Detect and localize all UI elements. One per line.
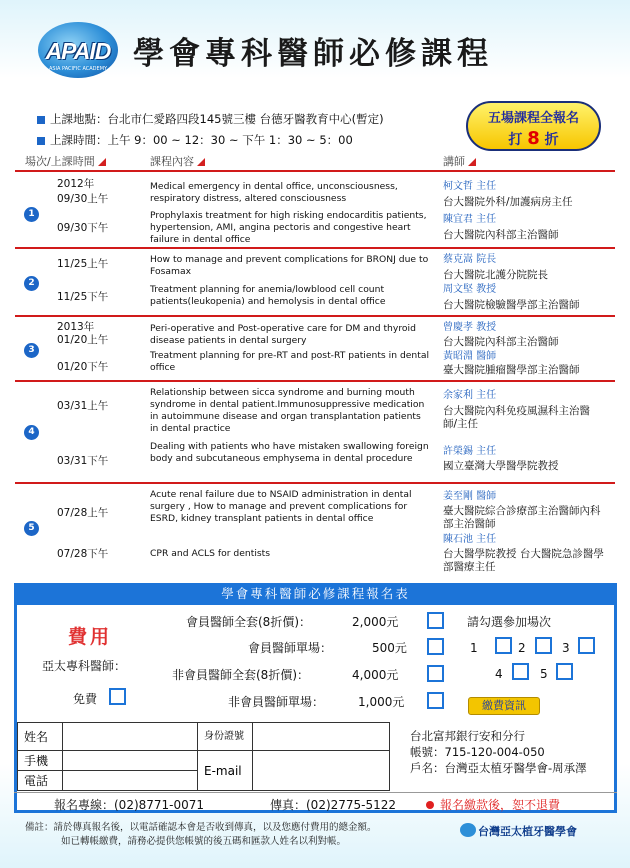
fee-label-nonmember-single: 非會員醫師單場： — [228, 695, 325, 709]
fee-label-member-full: 會員醫師全套(8折價)： — [186, 615, 311, 629]
teacher-dept: 台大醫院檢驗醫學部主治醫師 — [443, 299, 580, 311]
teacher-dept: 國立臺灣大學醫學院教授 — [443, 460, 559, 472]
fee-amount: 2,000元 — [352, 615, 399, 629]
fee-label-nonmember-full: 非會員醫師全套(8折價)： — [172, 668, 309, 682]
course-description: CPR and ACLS for dentists — [150, 548, 271, 559]
divider — [15, 247, 615, 249]
session-number-badge: 2 — [24, 276, 39, 291]
promo-discount: 8 — [527, 128, 540, 149]
registration-header: 學會專科醫師必修課程報名表 — [14, 583, 617, 605]
name-label: 姓名 — [18, 723, 63, 751]
course-description: Relationship between sicca syndrome and burning mouth syndrome in dental patient.Immunosuppressive medication in autoimmune disease and organ transplantation patients in dental practice — [150, 387, 425, 434]
member-single-checkbox[interactable] — [427, 638, 444, 655]
phone-field[interactable] — [63, 771, 198, 791]
footnote-line2: 如已轉帳繳費，請務必提供您帳號的後五碼和匯款人姓名以利對帳。 — [61, 836, 347, 847]
hotline: 報名專線：(02)8771-0071 — [54, 798, 205, 812]
logo-subtext: ASIA PACIFIC ACADEMY — [48, 66, 108, 72]
session-date: 01/20下午 — [57, 361, 109, 373]
payment-info-button[interactable]: 繳費資訊 — [468, 697, 540, 715]
session-number-badge: 3 — [24, 343, 39, 358]
teacher-name: 黃昭淵 醫師 — [443, 351, 497, 362]
name-field[interactable] — [63, 723, 198, 751]
session-date: 11/25下午 — [57, 291, 109, 303]
promo-badge — [466, 101, 601, 151]
bullet-icon — [426, 801, 434, 809]
fee-label-member-single: 會員醫師單場： — [248, 641, 333, 655]
col-header-course: 課程內容 — [150, 153, 205, 169]
bullet-icon — [37, 137, 45, 145]
session-date: 03/31下午 — [57, 455, 109, 467]
course-description: Treatment planning for pre-RT and post-RT patients in dental office — [150, 350, 430, 373]
teacher-name: 余家利 主任 — [443, 390, 497, 401]
session-num: 4 — [495, 667, 503, 681]
teacher-dept: 臺大醫院綜合診療部主治醫師內科部主治醫師 — [443, 505, 601, 530]
org-name: 台灣亞太植牙醫學會 — [478, 825, 577, 838]
teacher-name: 柯文哲 主任 — [443, 181, 497, 192]
course-description: How to manage and prevent complications for BRONJ due to Fosamax — [150, 254, 429, 277]
nonmember-single-checkbox[interactable] — [427, 692, 444, 709]
page-title: 學會專科醫師必修課程 — [133, 36, 493, 72]
session-year: 2012年 — [57, 178, 95, 190]
id-label: 身份證號 — [198, 723, 253, 751]
teacher-dept: 台大醫院內科部主治醫師 — [443, 336, 559, 348]
divider — [15, 380, 615, 382]
session-number-badge: 5 — [24, 521, 39, 536]
bullet-icon — [37, 116, 45, 124]
teacher-dept: 台大醫院內科部主治醫師 — [443, 229, 559, 241]
fee-amount: 1,000元 — [358, 695, 405, 709]
session-num: 5 — [540, 667, 548, 681]
course-description: Treatment planning for anemia/lowblood cell count patients(leukopenia) and hemolysis in dental office — [150, 284, 386, 307]
col-header-date: 場次/上課時間 — [25, 153, 106, 169]
session-year: 2013年 — [57, 321, 95, 333]
teacher-name: 曾慶孝 教授 — [443, 322, 497, 333]
teacher-dept: 台大醫院北護分院院長 — [443, 269, 548, 281]
logo-text: APAID — [45, 38, 111, 64]
course-description: Peri-operative and Post-operative care for DM and thyroid disease patients in dental surgery — [150, 323, 416, 346]
footnote-line1: 備註：請於傳真報名後，以電話確認本會是否收到傳真，以及您應付費用的總金額。 — [25, 822, 377, 833]
divider — [15, 315, 615, 317]
teacher-dept: 台大醫院外科/加護病房主任 — [443, 196, 573, 208]
teacher-name: 姜至剛 醫師 — [443, 491, 497, 502]
promo-line2: 打 8 折 — [508, 128, 559, 149]
bank-name: 台北富邦銀行安和分行 — [410, 729, 525, 743]
session-date: 01/20上午 — [57, 334, 109, 346]
mobile-label: 手機 — [18, 751, 63, 771]
session-5-checkbox[interactable] — [556, 663, 573, 680]
contact-bar — [14, 792, 617, 813]
session-date: 09/30上午 — [57, 193, 109, 205]
teacher-name: 蔡克嵩 院長 — [443, 254, 497, 265]
course-description: Medical emergency in dental office, unconsciousness, respiratory distress, altered consciousness — [150, 181, 398, 204]
teacher-name: 陳宜君 主任 — [443, 214, 497, 225]
session-num: 3 — [562, 641, 570, 655]
session-4-checkbox[interactable] — [512, 663, 529, 680]
course-description: Prophylaxis treatment for high risking endocarditis patients, hypertension, AMI, angina pectoris and congestive heart failure in dental office — [150, 210, 427, 245]
teacher-dept: 台大醫院內科免疫風濕科主治醫師/主任 — [443, 405, 590, 430]
fee-amount: 4,000元 — [352, 668, 399, 682]
footnote — [25, 821, 377, 849]
phone-label: 電話 — [18, 771, 63, 791]
member-full-checkbox[interactable] — [427, 612, 444, 629]
session-1-checkbox[interactable] — [495, 637, 512, 654]
apaid-logo — [28, 22, 128, 80]
teacher-name: 陳石池 主任 — [443, 534, 497, 545]
teacher-dept: 臺大醫院腫瘤醫學部主治醫師 — [443, 364, 580, 376]
free-checkbox[interactable] — [109, 688, 126, 705]
col-header-teacher: 講師 — [443, 153, 476, 169]
session-prompt: 請勾選參加場次 — [467, 615, 552, 629]
session-date: 11/25上午 — [57, 258, 109, 270]
personal-info-table — [17, 722, 390, 791]
doctor-label: 亞太專科醫師： — [42, 659, 127, 673]
session-num: 1 — [470, 641, 478, 655]
session-number-badge: 1 — [24, 207, 39, 222]
fee-label: 費用 — [68, 626, 113, 648]
id-field[interactable] — [253, 723, 390, 751]
session-2-checkbox[interactable] — [535, 637, 552, 654]
email-field[interactable] — [253, 751, 390, 791]
bank-account: 帳號：715-120-004-050 — [410, 745, 545, 759]
promo-line1: 五場課程全報名 — [487, 111, 579, 126]
course-description: Dealing with patients who have mistaken swallowing foreign body and subcutaneous emphysema in dental procedure — [150, 441, 429, 464]
free-label: 免費 — [73, 692, 98, 706]
teacher-name: 許榮錫 主任 — [443, 446, 497, 457]
session-date: 07/28下午 — [57, 548, 109, 560]
mobile-field[interactable] — [63, 751, 198, 771]
teacher-dept: 台大醫學院教授 台大醫院急診醫學部醫療主任 — [443, 548, 604, 573]
session-date: 07/28上午 — [57, 507, 109, 519]
session-3-checkbox[interactable] — [578, 637, 595, 654]
course-description: Acute renal failure due to NSAID administration in dental surgery , How to manage and prevent complications for ESRD, kidney transplant patients in dental office — [150, 489, 412, 524]
nonmember-full-checkbox[interactable] — [427, 665, 444, 682]
session-num: 2 — [518, 641, 526, 655]
org-logo-icon — [460, 823, 476, 837]
session-date: 03/31上午 — [57, 400, 109, 412]
email-label: E-mail — [198, 751, 253, 791]
location-text: 上課地點：台北市仁愛路四段145號三樓 台德牙醫教育中心(暫定) — [50, 112, 384, 126]
fee-amount: 500元 — [372, 641, 407, 655]
fax: 傳真：(02)2775-5122 — [270, 798, 397, 812]
divider — [15, 482, 615, 484]
bank-holder: 戶名：台灣亞太植牙醫學會-周承澤 — [410, 761, 587, 775]
bank-info — [410, 728, 587, 776]
divider — [15, 170, 615, 172]
teacher-name: 周文堅 教授 — [443, 284, 497, 295]
session-number-badge: 4 — [24, 425, 39, 440]
time-text: 上課時間：上午 9：00 ~ 12：30 ~ 下午 1：30 ~ 5：00 — [50, 133, 353, 147]
session-date: 09/30下午 — [57, 222, 109, 234]
deadline-notice: 報名繳款後，恕不退費 — [440, 798, 561, 812]
